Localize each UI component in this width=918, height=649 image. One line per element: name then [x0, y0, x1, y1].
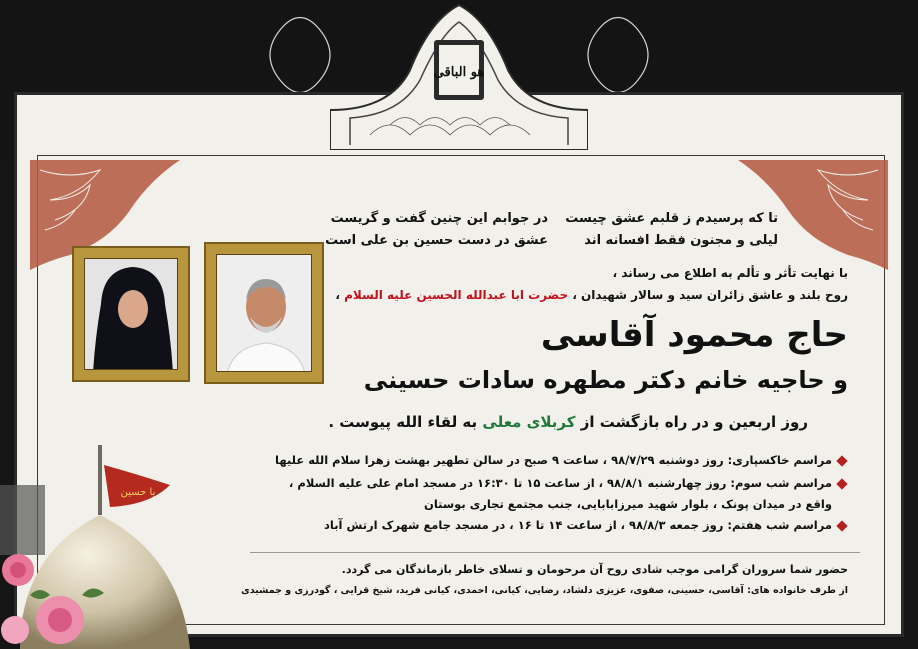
intro-suffix: ، [335, 288, 340, 302]
poem-line: عشق در دست حسین بن علی است [325, 233, 548, 248]
divider-line [250, 552, 860, 553]
intro-line-2 [335, 288, 848, 302]
ceremony-text: مراسم شب سوم: روز چهارشنبه ۹۸/۸/۱ ، از ساعت ۱۵ تا ۱۶:۳۰ در مسجد امام علی علیه السلام ، [289, 476, 832, 490]
ceremony-text: مراسم خاکسپاری: روز دوشنبه ۹۸/۷/۲۹ ، ساعت ۹ صبح در سالن تطهیر بهشت زهرا سلام الله علیها [275, 453, 832, 467]
central-arch-emblem [330, 0, 588, 150]
ceremony-text: مراسم شب هفتم: روز جمعه ۹۸/۸/۳ ، از ساعت ۱۴ تا ۱۶ ، در مسجد جامع شهرک ارتش آباد [323, 518, 832, 532]
poem-line: تا که پرسیدم ز قلبم عشق چیست [565, 211, 778, 226]
intro-line-1: با نهایت تأثر و تألم به اطلاع می رساند ، [612, 266, 848, 280]
diamond-bullet-icon [836, 478, 847, 489]
ceremony-text: واقع در میدان پونک ، بلوار شهید میرزابابایی، جنب مجتمع تجاری بوستان [424, 497, 832, 511]
karbala-highlight: کربلای معلی [482, 413, 576, 431]
man-portrait-image [217, 255, 312, 372]
flag-text: یا حسین [120, 487, 156, 498]
intro-text: روح بلند و عاشق زائران سید و سالار شهیدان ، [572, 288, 848, 302]
emblem-text: هو الباقی [433, 65, 485, 80]
photo-woman [72, 246, 190, 382]
ceremony-third-night [289, 476, 846, 490]
diamond-bullet-icon [836, 520, 847, 531]
shrine-dome-illustration [0, 445, 230, 649]
poem-left-stanza [325, 208, 548, 252]
deceased-name-secondary: و حاجیه خانم دکتر مطهره سادات حسینی [363, 366, 848, 394]
ceremony-burial [275, 453, 846, 467]
poem-line: در جوابم این چنین گفت و گریست [330, 211, 548, 226]
imam-hussein-highlight: حضرت ابا عبدالله الحسین علیه السلام [344, 288, 569, 302]
diamond-bullet-icon [836, 455, 847, 466]
ceremony-seventh-night [324, 518, 846, 532]
passing-prefix: روز اربعین و در راه بازگشت از [580, 413, 808, 431]
poem-line: لیلی و مجنون فقط افسانه اند [584, 233, 778, 248]
deceased-name-primary: حاج محمود آقاسی [540, 315, 848, 355]
passing-suffix: به لقاء الله پیوست . [328, 413, 478, 431]
footer-note: حضور شما سروران گرامی موجب شادی روح آن مرحومان و تسلای خاطر بازماندگان می گردد. [341, 563, 848, 576]
families-list: از طرف خانواده های: آقاسی، حسینی، صفوی، عزیزی دلشاد، رضایی، کیانی، احمدی، کیانی فرید، شیخ قرایی ، گودرزی و جمشیدی [240, 585, 848, 596]
photo-man [204, 242, 324, 384]
woman-portrait-image [85, 259, 178, 370]
ceremony-third-night-location [424, 497, 832, 511]
poem-right-stanza [565, 208, 778, 252]
passing-statement [328, 413, 808, 431]
